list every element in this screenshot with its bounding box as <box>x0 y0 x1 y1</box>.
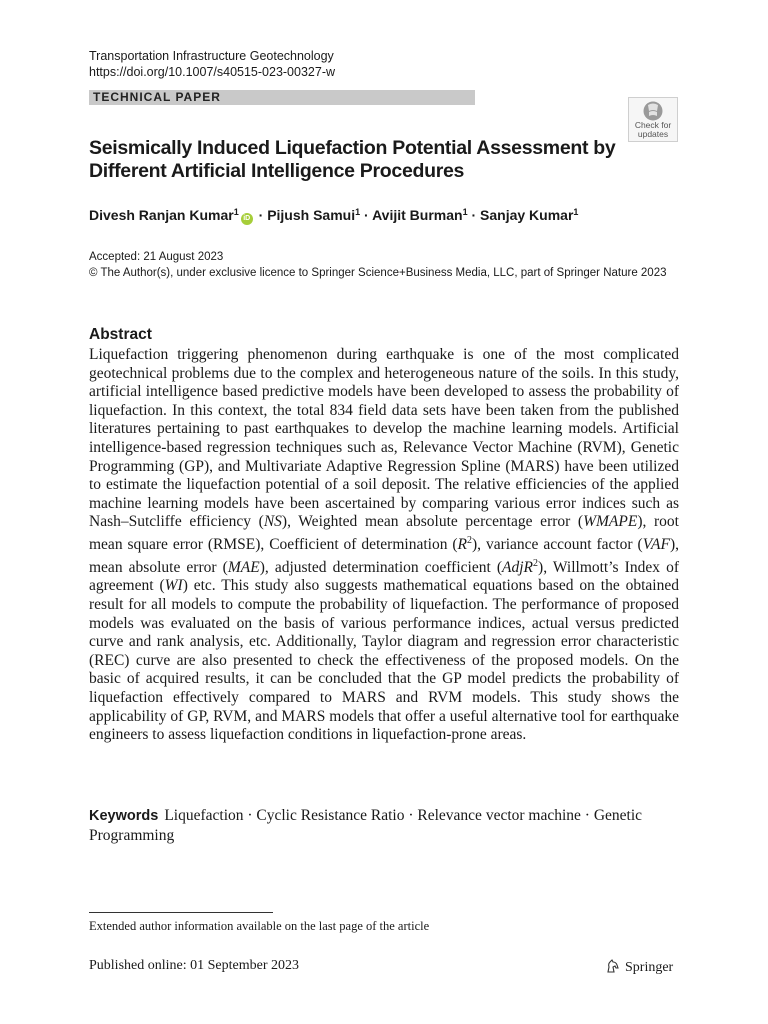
copyright-notice: © The Author(s), under exclusive licence to Springer Science+Business Media, LLC, part of Springer Nature 2023 <box>89 267 667 279</box>
abstract-text-segment: ), mean absolute error ( <box>89 536 679 576</box>
author-separator: · <box>471 207 477 223</box>
author-name[interactable]: Avijit Burman <box>372 207 463 223</box>
abstract-body <box>89 346 679 745</box>
check-for-updates-badge[interactable] <box>628 97 678 142</box>
published-online-date: Published online: 01 September 2023 <box>89 958 299 973</box>
orcid-icon[interactable]: iD <box>241 213 253 225</box>
abstract-text-segment: ), Willmott’s Index of agreement ( <box>89 558 679 595</box>
abstract-term: R <box>457 536 467 554</box>
author-affiliation: 1 <box>355 207 361 217</box>
doi-link[interactable]: https://doi.org/10.1007/s40515-023-00327-w <box>89 65 336 79</box>
abstract-term: AdjR <box>502 558 534 576</box>
journal-name: Transportation Infrastructure Geotechnology <box>89 49 334 63</box>
abstract-heading: Abstract <box>89 326 152 343</box>
keywords-label: Keywords <box>89 808 159 824</box>
publisher-logo <box>605 958 673 976</box>
abstract-term: NS <box>263 513 282 531</box>
author-separator: · <box>364 207 369 223</box>
abstract-text-segment: ), variance account factor ( <box>472 536 643 554</box>
abstract-superscript: 2 <box>533 557 539 569</box>
author-name[interactable]: Divesh Ranjan Kumar <box>89 207 234 223</box>
abstract-term: MAE <box>227 558 260 576</box>
publisher-name: Springer <box>625 960 674 975</box>
footnote: Extended author information available on the last page of the article <box>89 919 430 933</box>
abstract-text-segment: ), root mean square error (RMSE), Coefficient of determination ( <box>89 513 679 554</box>
author-list <box>89 207 578 225</box>
paper-type-label: TECHNICAL PAPER <box>93 90 221 104</box>
keywords-list: Liquefaction · Cyclic Resistance Ratio · Relevance vector machine · Genetic Programming <box>89 807 643 844</box>
crossmark-line1: Check for <box>634 120 672 130</box>
accepted-date: Accepted: 21 August 2023 <box>89 251 224 263</box>
author-name[interactable]: Sanjay Kumar <box>480 207 574 223</box>
author-name[interactable]: Pijush Samui <box>267 207 356 223</box>
keywords-section <box>89 806 679 845</box>
paper-title: Seismically Induced Liquefaction Potential Assessment by Different Artificial Intelligence Procedures <box>89 137 616 182</box>
abstract-text-segment: ), Weighted mean absolute percentage error ( <box>281 513 584 531</box>
springer-horse-icon <box>605 958 621 974</box>
abstract-text-segment: Liquefaction triggering phenomenon during earthquake is one of the most complicated geotechnical problems due to the complex and heterogeneous nature of the soils. In this study, artificial intelligence based predictive models have been developed to assess the probability of liquefaction. In this context, the total 834 field data sets have been taken from the published literatures pertaining to past earthquakes to develop the machine learning models. Artificial intelligence-based regression techniques such as, Relevance Vector Machine (RVM), Genetic Programming (GP), and Multivariate Adaptive Regression Spline (MARS) have been utilized to estimate the liquefaction potential of a soil deposit. The relative efficiencies of the applied machine learning models have been ascertained by comparing various error indices such as Nash–Sutcliffe efficiency ( <box>89 346 679 531</box>
author-separator: · <box>258 207 264 223</box>
abstract-text-segment: ) etc. This study also suggests mathematical equations based on the obtained result for all models to compute the probability of liquefaction. The performance of proposed models was evaluated on the basis of various performance indices, actual versus predicted curve and rank analysis, etc. Additionally, Taylor diagram and regression error characteristic (REC) curve are also presented to check the effectiveness of the proposed models. On the basic of acquired results, it can be concluded that the GP model predicts the probability of liquefaction effectively compared to MARS and RVM models. This study shows the applicability of GP, RVM, and MARS models that offer a useful alternative tool for earthquake engineers to assess liquefaction conditions in liquefaction-prone areas. <box>89 577 679 744</box>
abstract-superscript: 2 <box>467 534 472 546</box>
journal-header <box>89 48 335 80</box>
author-affiliation: 1 <box>573 207 579 217</box>
abstract-term: WMAPE <box>583 513 638 531</box>
author-affiliation: 1 <box>233 207 239 217</box>
author-affiliation: 1 <box>462 207 468 217</box>
abstract-term: VAF <box>642 536 670 554</box>
abstract-term: WI <box>164 577 183 595</box>
abstract-text-segment: ), adjusted determination coefficient ( <box>259 558 503 576</box>
paper-type-bar <box>89 90 475 105</box>
article-dates <box>89 249 669 281</box>
crossmark-line2: updates <box>637 129 669 139</box>
footnote-divider <box>89 912 273 913</box>
